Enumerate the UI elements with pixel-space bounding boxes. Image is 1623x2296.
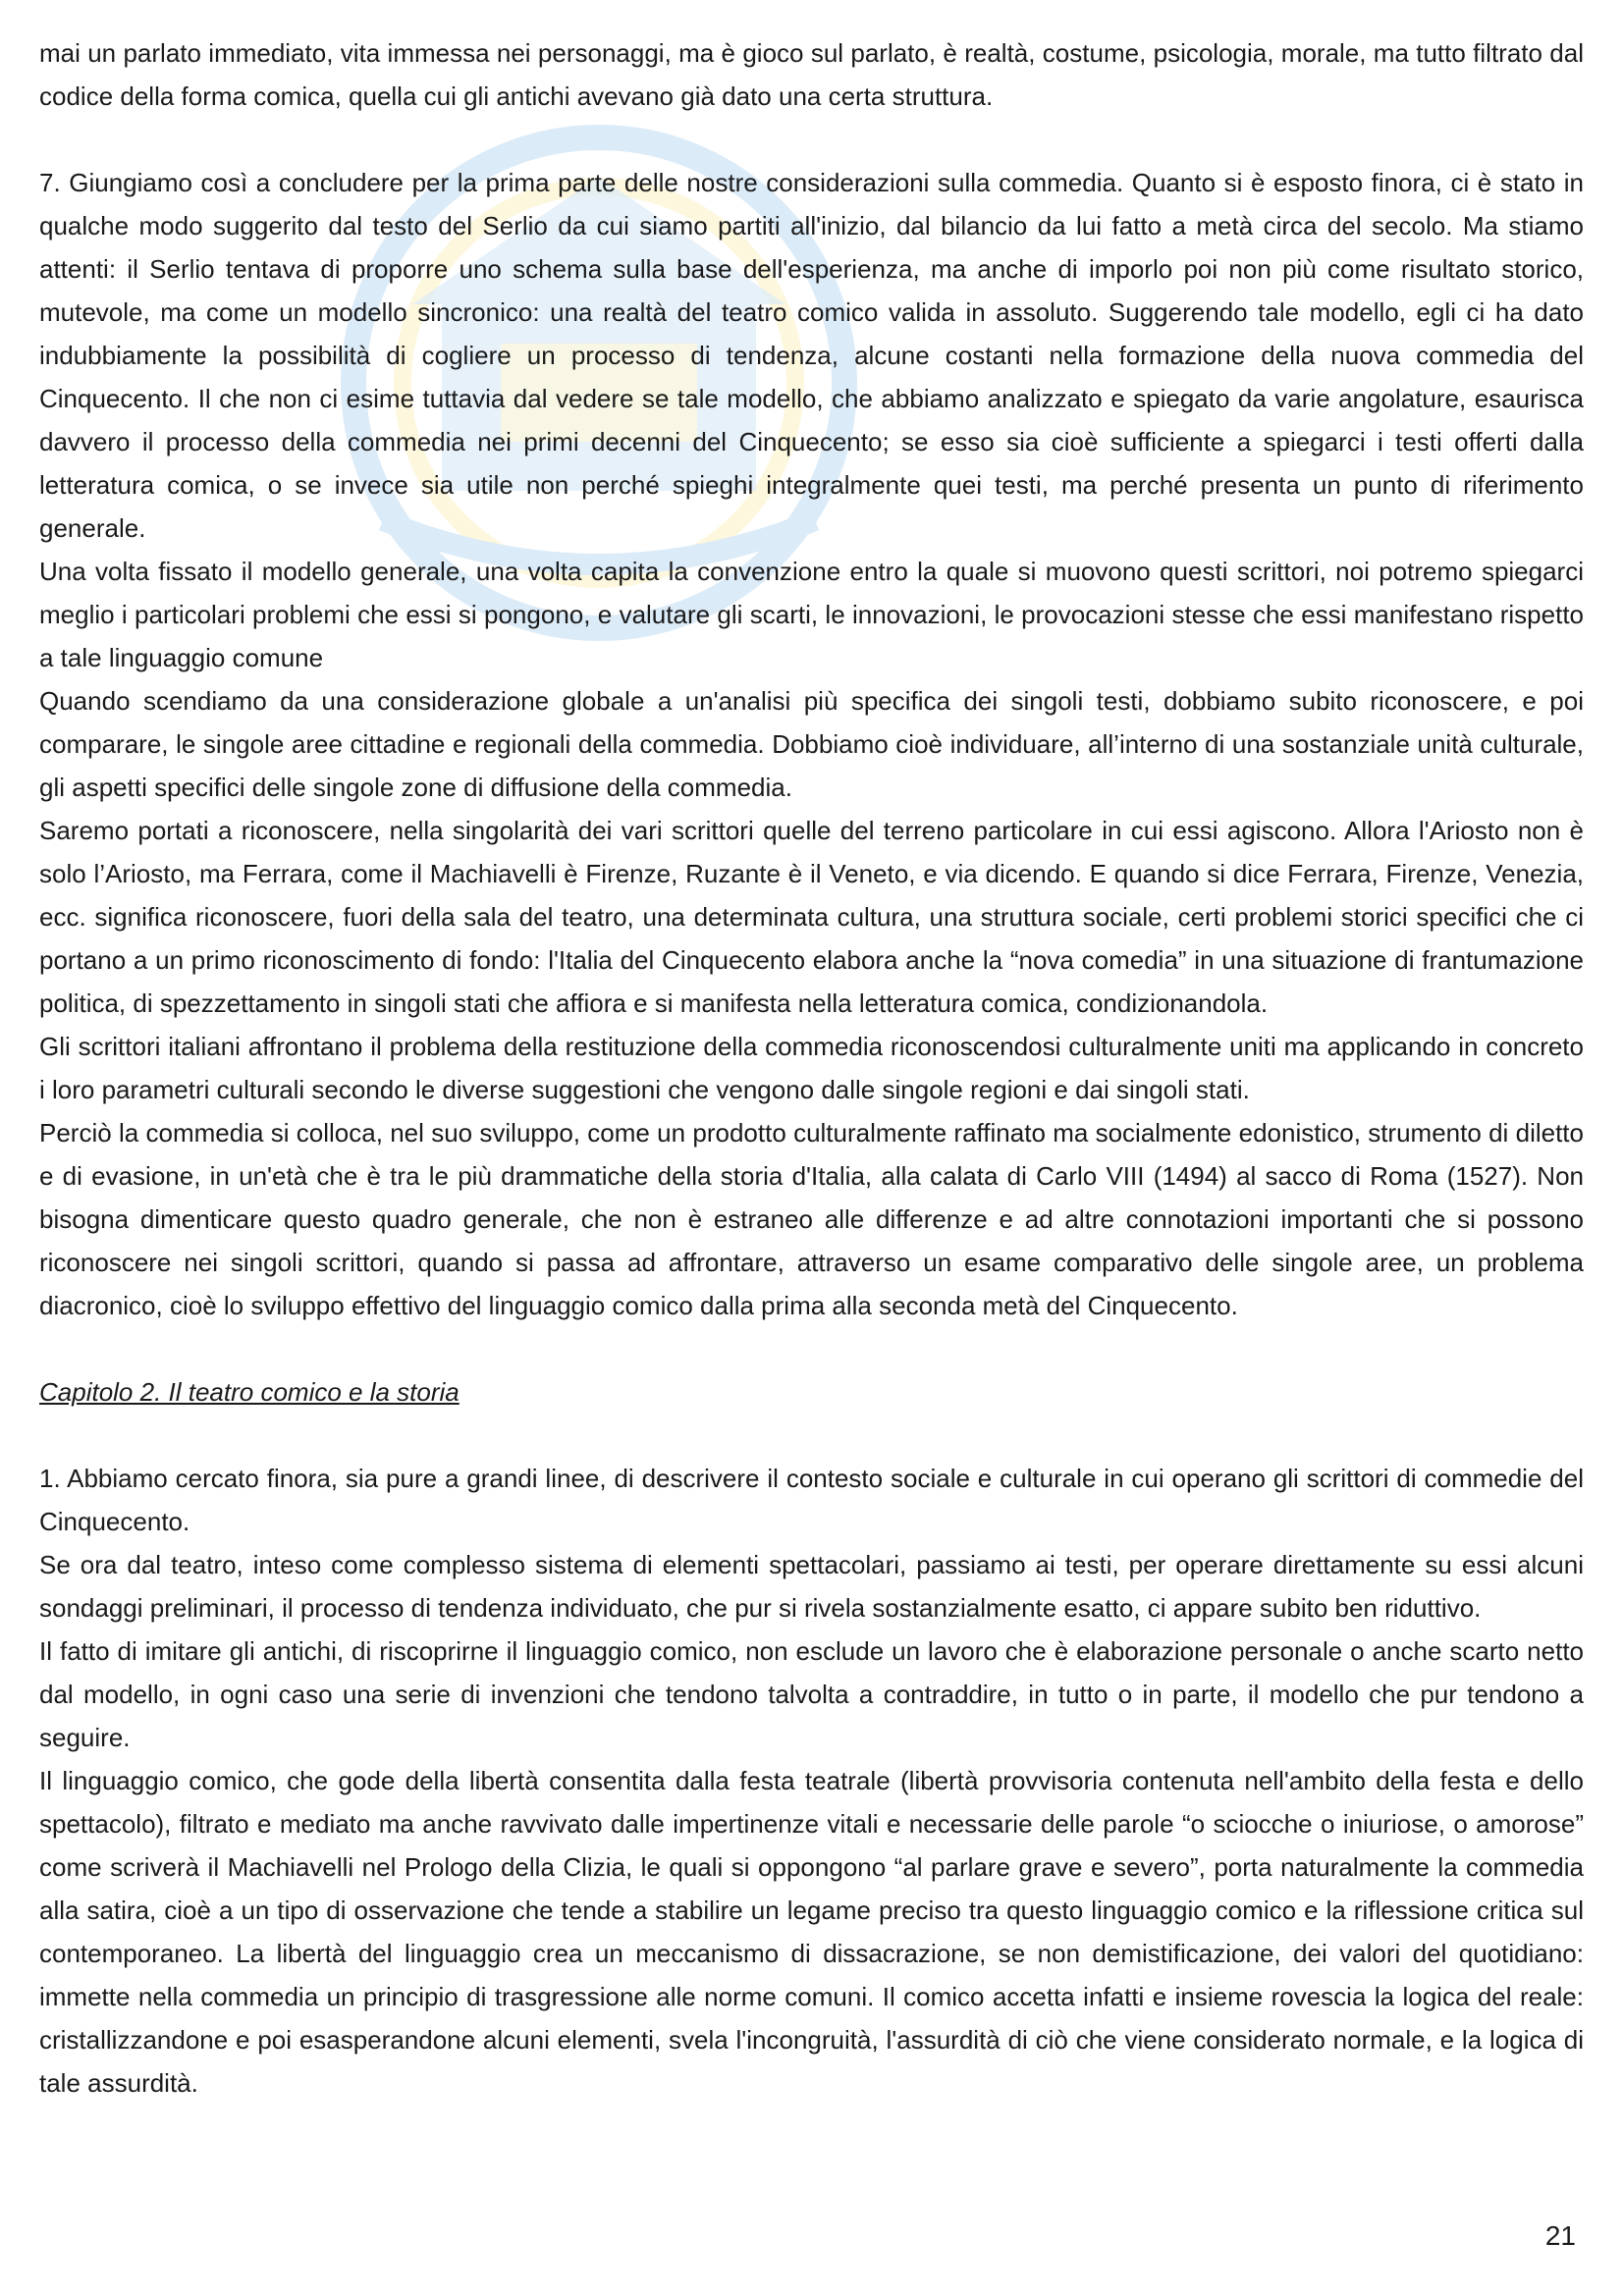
paragraph: mai un parlato immediato, vita immessa nei personaggi, ma è gioco sul parlato, è realtà, costume, psicologia, morale, ma tutto filtrato dal codice della forma comica, quella cui gli antichi avevano già dato una certa struttura.: [39, 38, 1584, 111]
paragraph: Il fatto di imitare gli antichi, di riscoprirne il linguaggio comico, non esclude un lavoro che è elaborazione personale o anche scarto netto dal modello, in ogni caso una serie di invenzioni che tendono talvolta a contraddire, in tutto o in parte, il modello che pur tendono a seguire.: [39, 1636, 1584, 1752]
paragraph: Saremo portati a riconoscere, nella singolarità dei vari scrittori quelle del terreno particolare in cui essi agiscono. Allora l'Ariosto non è solo l’Ariosto, ma Ferrara, come il Machiavelli è Firenze, Ruzante è il Veneto, e via dicendo. E quando si dice Ferrara, Firenze, Venezia, ecc. significa riconoscere, fuori della sala del teatro, una determinata cultura, una struttura sociale, certi problemi storici specifici che ci portano a un primo riconoscimento di fondo: l'Italia del Cinquecento elabora anche la “nova comedia” in una situazione di frantumazione politica, di spezzettamento in singoli stati che affiora e si manifesta nella letteratura comica, condizionandola.: [39, 816, 1584, 1018]
paragraph: Quando scendiamo da una considerazione globale a un'analisi più specifica dei singoli testi, dobbiamo subito riconoscere, e poi comparare, le singole aree cittadine e regionali della commedia. Dobbiamo cioè individuare, all’interno di una sostanziale unità culturale, gli aspetti specifici delle singole zone di diffusione della commedia.: [39, 686, 1584, 802]
paragraph: Il linguaggio comico, che gode della libertà consentita dalla festa teatrale (libertà provvisoria contenuta nell'ambito della festa e dello spettacolo), filtrato e mediato ma anche ravvivato dalle impertinenze vitali e necessarie delle parole “o sciocche o iniuriose, o amorose” come scriverà il Machiavelli nel Prologo della Clizia, le quali si oppongono “al parlare grave e severo”, porta naturalmente la commedia alla satira, cioè a un tipo di osservazione che tende a stabilire un legame preciso tra questo linguaggio comico e la riflessione critica sul contemporaneo. La libertà del linguaggio crea un meccanismo di dissacrazione, se non demistificazione, dei valori del quotidiano: immette nella commedia un principio di trasgressione alle norme comuni. Il comico accetta infatti e insieme rovescia la logica del reale: cristallizzandone e poi esasperandone alcuni elementi, svela l'incongruità, l'assurdità di ciò che viene considerato normale, e la logica di tale assurdità.: [39, 1766, 1584, 2098]
page-number: 21: [1544, 2220, 1576, 2251]
chapter-title: Capitolo 2. Il teatro comico e la storia: [39, 1377, 460, 1407]
paragraph: 7. Giungiamo così a concludere per la prima parte delle nostre considerazioni sulla commedia. Quanto si è esposto finora, ci è stato in qualche modo suggerito dal testo del Serlio da cui siamo partiti all'inizio, dal bilancio da lui fatto a metà circa del secolo. Ma stiamo attenti: il Serlio tentava di proporre uno schema sulla base dell'esperienza, ma anche di imporlo poi non più come risultato storico, mutevole, ma come un modello sincronico: una realtà del teatro comico valida in assoluto. Suggerendo tale modello, egli ci ha dato indubbiamente la possibilità di cogliere un processo di tendenza, alcune costanti nella formazione della nuova commedia del Cinquecento. Il che non ci esime tuttavia dal vedere se tale modello, che abbiamo analizzato e spiegato da varie angolature, esaurisca davvero il processo della commedia nei primi decenni del Cinquecento; se esso sia cioè sufficiente a spiegarci i testi offerti dalla letteratura comica, o se invece sia utile non perché spieghi integralmente quei testi, ma perché presenta un punto di riferimento generale.: [39, 168, 1584, 543]
paragraph: 1. Abbiamo cercato finora, sia pure a grandi linee, di descrivere il contesto sociale e culturale in cui operano gli scrittori di commedie del Cinquecento.: [39, 1464, 1584, 1536]
paragraph-gap: [39, 1414, 1584, 1457]
paragraph: Se ora dal teatro, inteso come complesso sistema di elementi spettacolari, passiamo ai testi, per operare direttamente su essi alcuni sondaggi preliminari, il processo di tendenza individuato, che pur si rivela sostanzialmente esatto, ci appare subito ben riduttivo.: [39, 1550, 1584, 1623]
document-body: [39, 31, 1584, 2105]
paragraph: Gli scrittori italiani affrontano il problema della restituzione della commedia riconoscendosi culturalmente uniti ma applicando in concreto i loro parametri culturali secondo le diverse suggestioni che vengono dalle singole regioni e dai singoli stati.: [39, 1032, 1584, 1104]
paragraph: Una volta fissato il modello generale, una volta capita la convenzione entro la quale si muovono questi scrittori, noi potremo spiegarci meglio i particolari problemi che essi si pongono, e valutare gli scarti, le innovazioni, le provocazioni stesse che essi manifestano rispetto a tale linguaggio comune: [39, 557, 1584, 672]
paragraph: Perciò la commedia si colloca, nel suo sviluppo, come un prodotto culturalmente raffinato ma socialmente edonistico, strumento di diletto e di evasione, in un'età che è tra le più drammatiche della storia d'Italia, alla calata di Carlo VIII (1494) al sacco di Roma (1527). Non bisogna dimenticare questo quadro generale, che non è estraneo alle differenze e ad altre connotazioni importanti che si possono riconoscere nei singoli scrittori, quando si passa ad affrontare, attraverso un esame comparativo delle singole aree, un problema diacronico, cioè lo sviluppo effettivo del linguaggio comico dalla prima alla seconda metà del Cinquecento.: [39, 1118, 1584, 1320]
paragraph-gap: [39, 118, 1584, 161]
paragraph-gap: [39, 1327, 1584, 1370]
